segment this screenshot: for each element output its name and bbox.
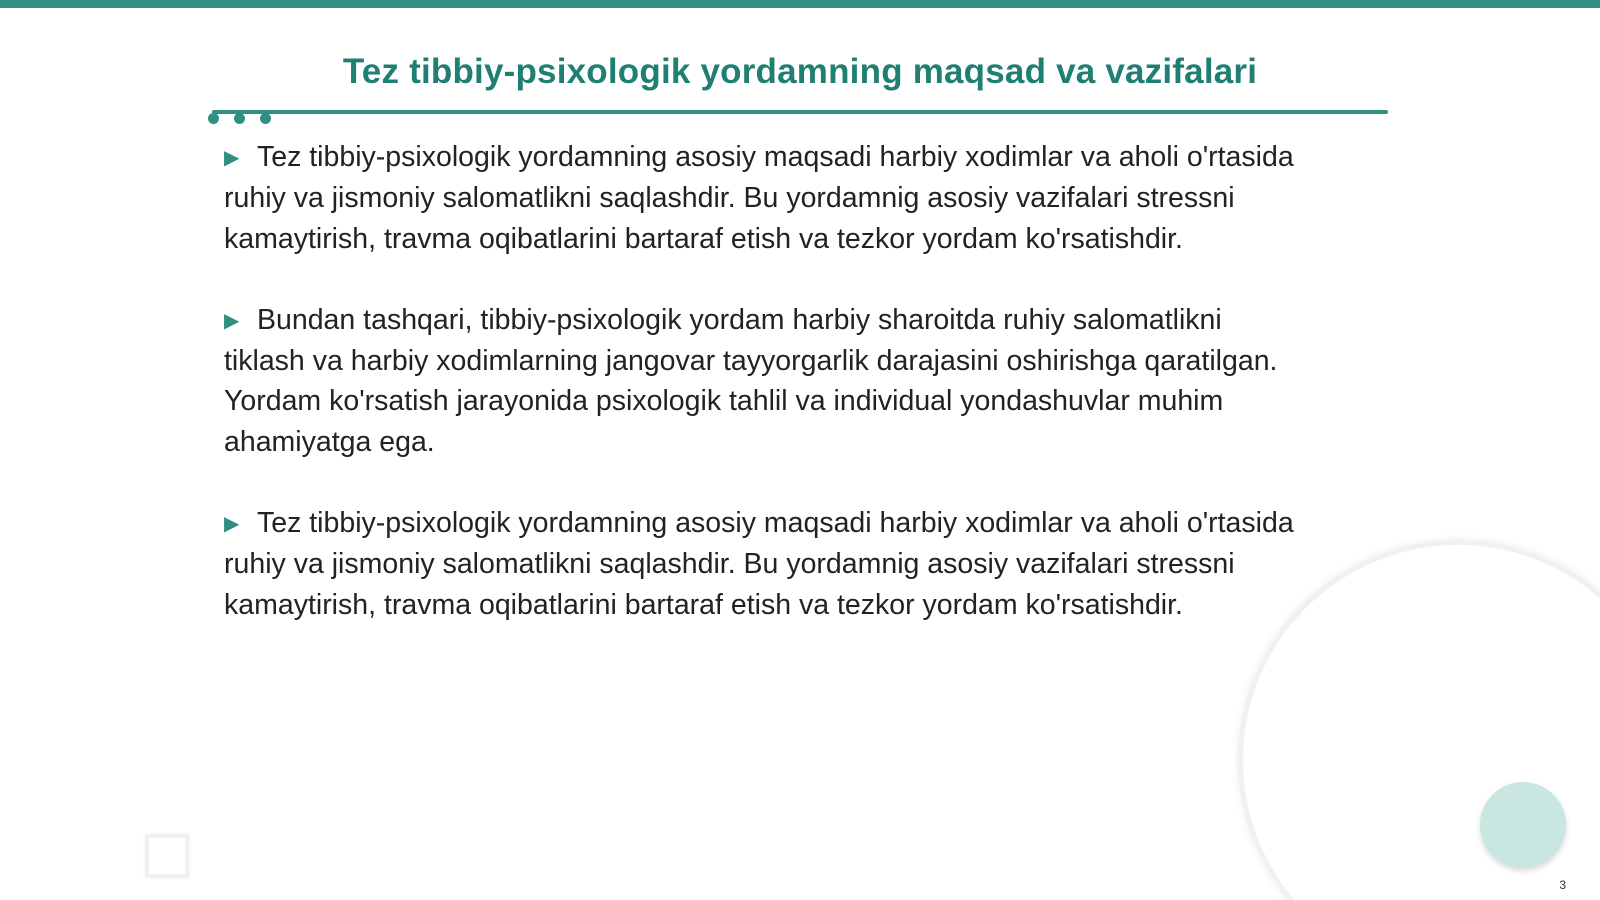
decorative-square <box>145 834 189 878</box>
bullet-item <box>224 503 1374 625</box>
triangle-right-icon: ▶ <box>224 147 240 169</box>
bullet-line: kamaytirish, travma oqibatlarini bartaraf etish va tezkor yordam ko'rsatishdir. <box>224 222 1183 255</box>
bullet-item <box>224 137 1374 259</box>
decorative-dot <box>208 113 219 124</box>
title-underline <box>212 110 1388 114</box>
bullet-line: Tez tibbiy-psixologik yordamning asosiy maqsadi harbiy xodimlar va aholi o'rtasida <box>257 507 1294 540</box>
page-number: 3 <box>1559 878 1566 892</box>
bullet-line: Yordam ko'rsatish jarayonida psixologik tahlil va individual yondashuvlar muhim <box>224 385 1224 418</box>
bullet-line: ruhiy va jismoniy salomatlikni saqlashdir. Bu yordamnig asosiy vazifalari stressni <box>224 182 1235 215</box>
bullet-line: tiklash va harbiy xodimlarning jangovar tayyorgarlik darajasini oshirishga qaratilgan. <box>224 345 1278 378</box>
bullet-line: ruhiy va jismoniy salomatlikni saqlashdir. Bu yordamnig asosiy vazifalari stressni <box>224 548 1235 581</box>
decorative-dot <box>260 113 271 124</box>
triangle-right-icon: ▶ <box>224 513 240 536</box>
bullet-line: kamaytirish, travma oqibatlarini bartaraf etish va tezkor yordam ko'rsatishdir. <box>224 588 1183 621</box>
decorative-circle <box>1480 782 1566 868</box>
bullet-line: ahamiyatga ega. <box>224 425 435 458</box>
slide-title: Tez tibbiy-psixologik yordamning maqsad va vazifalari <box>342 52 1258 91</box>
bullet-list <box>224 137 1374 666</box>
top-accent-bar <box>0 0 1600 8</box>
triangle-right-icon: ▶ <box>224 309 240 332</box>
bullet-line: Tez tibbiy-psixologik yordamning asosiy maqsadi harbiy xodimlar va aholi o'rtasida <box>257 141 1294 173</box>
bullet-line: Bundan tashqari, tibbiy-psixologik yordam harbiy sharoitda ruhiy salomatlikni <box>257 303 1222 336</box>
bullet-item <box>224 300 1374 462</box>
decorative-dot <box>234 113 245 124</box>
